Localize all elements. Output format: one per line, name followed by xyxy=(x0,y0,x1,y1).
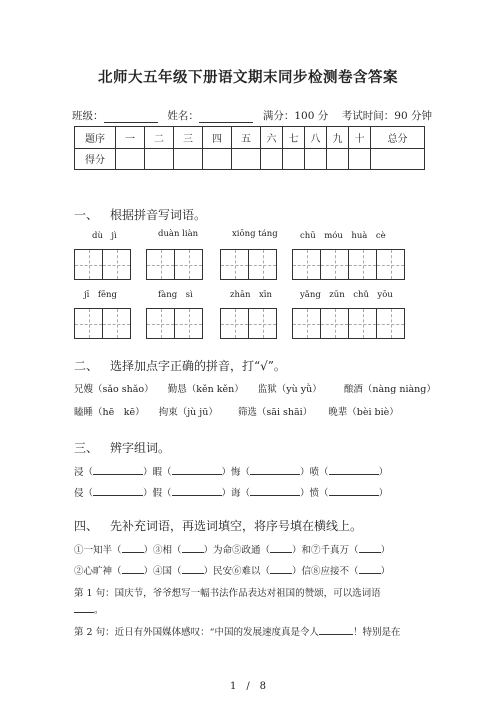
score-header-cell: 八 xyxy=(305,127,327,149)
answer-blank[interactable] xyxy=(359,564,381,574)
section-1-heading xyxy=(74,206,206,223)
section-1-number: 一、 xyxy=(74,208,99,222)
score-header-cell: 六 xyxy=(261,127,283,149)
section-4-number: 四、 xyxy=(74,519,99,533)
section-2-title: 选择加点字正确的拼音，打“√”。 xyxy=(110,359,286,373)
answer-blank[interactable] xyxy=(319,625,353,635)
section-3-title: 辨字组词。 xyxy=(110,441,171,455)
word-group-line-2 xyxy=(74,485,388,499)
score-header-cell: 一 xyxy=(116,127,145,149)
text: ） xyxy=(380,545,391,556)
class-blank[interactable] xyxy=(104,112,158,123)
answer-box-2[interactable] xyxy=(220,249,277,280)
answer-blank[interactable] xyxy=(122,564,144,574)
page-number: 1 / 8 xyxy=(229,681,267,692)
name-blank[interactable] xyxy=(199,112,253,123)
answer-box-2[interactable] xyxy=(146,249,203,280)
answer-blank[interactable] xyxy=(329,465,379,475)
text: ）诲（ xyxy=(221,488,251,499)
answer-box-2[interactable] xyxy=(220,308,277,339)
pinyin: duàn liàn xyxy=(158,229,199,239)
score-cell[interactable] xyxy=(305,148,327,170)
answer-blank[interactable] xyxy=(93,486,143,496)
answer-blank[interactable] xyxy=(172,486,222,496)
choice-item[interactable]: 筛选（sāi shāi） xyxy=(237,407,313,418)
text: ）和⑦千真万（ xyxy=(292,545,359,556)
score-header-cell: 十 xyxy=(349,127,371,149)
text: ②心旷神（ xyxy=(74,566,122,577)
score-cell[interactable] xyxy=(261,148,283,170)
answer-blank[interactable] xyxy=(172,465,222,475)
score-header-cell: 总分 xyxy=(371,127,425,149)
pinyin-choice-line-1 xyxy=(74,381,436,395)
score-cell[interactable] xyxy=(116,148,145,170)
text: 侵（ xyxy=(74,488,94,499)
class-label: 班级： xyxy=(72,110,104,122)
pinyin-choice-line-2 xyxy=(74,404,399,418)
score-cell[interactable] xyxy=(145,148,174,170)
answer-blank[interactable] xyxy=(182,543,204,553)
score-table xyxy=(74,126,425,170)
idiom-line-2 xyxy=(74,563,390,577)
score-cell[interactable] xyxy=(371,148,425,170)
question-1-text: 第 1 句：国庆节，爷爷想写一幅书法作品表达对祖国的赞颂，可以选词语 xyxy=(74,588,381,599)
text: ）愤（ xyxy=(300,488,329,499)
score-table-header-row xyxy=(75,127,425,149)
pinyin: fàng sì xyxy=(158,290,193,300)
question-1 xyxy=(74,585,381,599)
score-cell[interactable] xyxy=(232,148,261,170)
answer-box-4[interactable] xyxy=(292,249,405,280)
answer-blank[interactable] xyxy=(250,486,300,496)
text: 浸（ xyxy=(74,467,94,478)
choice-item[interactable]: 监狱（yù yǜ） xyxy=(257,384,322,395)
answer-blank[interactable] xyxy=(359,543,381,553)
pinyin-row-2 xyxy=(74,288,414,300)
page-title: 北师大五年级下册语文期末同步检测卷含答案 xyxy=(98,69,398,86)
text: 。 xyxy=(94,605,104,616)
choice-item[interactable]: 瞌睡（hē kē） xyxy=(74,407,145,418)
score-header-cell: 二 xyxy=(145,127,174,149)
text: ）悔（ xyxy=(221,467,251,478)
question-2 xyxy=(74,624,400,638)
text: ） xyxy=(378,467,389,478)
section-2-number: 二、 xyxy=(74,359,99,373)
answer-blank[interactable] xyxy=(74,603,94,613)
answer-blank[interactable] xyxy=(270,543,292,553)
answer-box-2[interactable] xyxy=(74,308,131,339)
question-2-text: 第 2 句：近日有外国媒体感叹：“中国的发展速度真是令人 xyxy=(74,627,319,638)
text: ）③相（ xyxy=(143,545,182,556)
answer-blank[interactable] xyxy=(270,564,292,574)
text: ）信⑧应接不（ xyxy=(292,566,359,577)
score-cell[interactable] xyxy=(327,148,349,170)
pinyin: xiōng táng xyxy=(232,229,278,239)
info-line xyxy=(72,108,432,123)
exam-time: 考试时间：90 分钟 xyxy=(341,110,432,122)
text: ）喷（ xyxy=(300,467,329,478)
text: ）民安⑥难以（ xyxy=(203,566,271,577)
idiom-line-1 xyxy=(74,542,390,556)
section-1-title: 根据拼音写词语。 xyxy=(110,208,207,222)
section-2-heading xyxy=(74,357,286,374)
score-header-cell: 三 xyxy=(174,127,203,149)
answer-blank[interactable] xyxy=(122,543,144,553)
text: ） xyxy=(378,488,389,499)
text: ）为命⑤政通（ xyxy=(203,545,271,556)
choice-item[interactable]: 兄嫂（sǎo shǎo） xyxy=(74,384,154,395)
text: ） xyxy=(380,566,391,577)
choice-item[interactable]: 酿酒（nàng niàng） xyxy=(343,384,436,395)
word-group-line-1 xyxy=(74,464,388,478)
answer-box-4[interactable] xyxy=(292,308,405,339)
score-cell[interactable] xyxy=(174,148,203,170)
score-header-cell: 五 xyxy=(232,127,261,149)
full-score: 满分：100 分 xyxy=(262,110,329,122)
score-header-cell: 七 xyxy=(283,127,305,149)
score-cell[interactable] xyxy=(349,148,371,170)
question-1-answer xyxy=(74,602,104,616)
pinyin: zhān xīn xyxy=(230,290,272,300)
answer-blank[interactable] xyxy=(250,465,300,475)
score-cell[interactable] xyxy=(203,148,232,170)
answer-box-2[interactable] xyxy=(146,308,203,339)
answer-blank[interactable] xyxy=(329,486,379,496)
score-header-cell: 四 xyxy=(203,127,232,149)
score-table-score-row xyxy=(75,148,425,170)
text: ！特别是在 xyxy=(352,627,401,638)
pinyin: yǎng zūn chǔ yōu xyxy=(300,290,393,300)
pinyin-row-1 xyxy=(74,229,414,241)
name-label: 姓名： xyxy=(167,110,199,122)
section-4-heading xyxy=(74,517,362,534)
choice-item[interactable]: 拘束（jù jū） xyxy=(158,407,218,418)
pinyin: chū móu huà cè xyxy=(300,231,386,241)
section-4-title: 先补充词语，再选词填空，将序号填在横线上。 xyxy=(110,519,363,533)
choice-item[interactable]: 勤恳（kěn kěn） xyxy=(167,384,244,395)
score-cell[interactable] xyxy=(283,148,305,170)
score-header-cell: 题序 xyxy=(75,127,116,149)
text: ①一知半（ xyxy=(74,545,122,556)
text: ）④国（ xyxy=(143,566,182,577)
answer-blank[interactable] xyxy=(182,564,204,574)
answer-blank[interactable] xyxy=(93,465,143,475)
text: ）暇（ xyxy=(143,467,172,478)
score-row-label: 得分 xyxy=(75,148,116,170)
score-header-cell: 九 xyxy=(327,127,349,149)
choice-item[interactable]: 晚辈（bèi biè） xyxy=(328,407,399,418)
pinyin: dù jì xyxy=(92,231,117,241)
answer-box-2[interactable] xyxy=(74,249,131,280)
pinyin: jī fēng xyxy=(84,290,117,300)
section-3-number: 三、 xyxy=(74,441,99,455)
section-3-heading xyxy=(74,439,170,456)
text: ）假（ xyxy=(143,488,172,499)
